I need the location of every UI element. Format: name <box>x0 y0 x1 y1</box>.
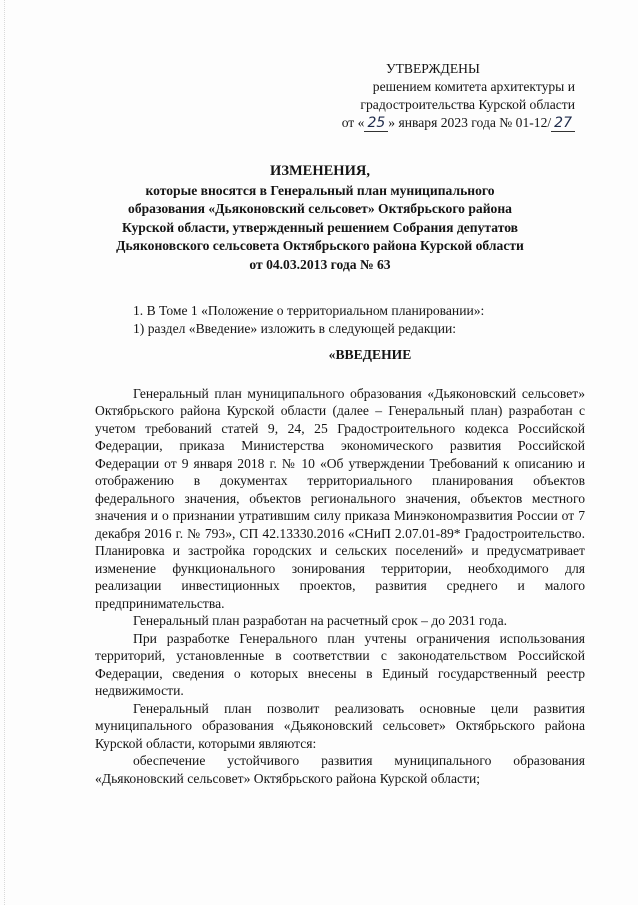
paragraph-2: Генеральный план разработан на расчетный срок – до 2031 года. <box>133 613 508 628</box>
paragraph-1: Генеральный план муниципального образования «Дьяконовский сельсовет» Октябрьского района Курской области (далее – Генеральный план) разработан с учетом требований статей 9, 24, 25 Градостроительного кодекса Российской Федерации, приказа Министерства экономического развития Российской Федерации от 9 января 2018 г. № 10 «Об утверждении Требований к описанию и отображению в документах территориального планирования объектов федерального значения, объектов регионального значения, объектов местного значения и о признании утратившим силу приказа Минэкономразвития России от 7 декабря 2016 г. № 793», СП 42.13330.2016 «СНиП 2.07.01-89* Градостроительство. Планировка и застройка городских и сельских поселений» и предусматривает изменение функционального зонирования территории, необходимого для реализации инвестиционных проектов, развития среднего и малого предпринимательства. <box>95 385 585 611</box>
title-line: Курской области, утвержденный решением Собрания депутатов <box>121 219 519 235</box>
approval-title: УТВЕРЖДЕНЫ <box>386 61 480 76</box>
section-heading: «ВВЕДЕНИЕ <box>328 347 412 362</box>
approval-date-prefix: от « <box>341 115 365 130</box>
paragraph-5: обеспечение устойчивого развития муниципального образования «Дьяконовский сельсовет» Октябрьского района Курской области; <box>95 753 585 786</box>
title-main: ИЗМЕНЕНИЯ, <box>270 163 370 179</box>
scan-edge <box>4 0 6 905</box>
approval-date-line <box>300 114 575 132</box>
item-1: 1. В Томе 1 «Положение о территориальном планировании»: <box>133 303 485 318</box>
document-title <box>85 162 555 275</box>
handwritten-day: 25 <box>364 116 388 132</box>
document-body <box>95 302 585 787</box>
paragraph-4: Генеральный план позволит реализовать основные цели развития муниципального образования «Дьяконовский сельсовет» Октябрьского района Курской области, которыми являются: <box>95 700 585 751</box>
title-line: образования «Дьяконовский сельсовет» Октябрьского района <box>128 201 512 217</box>
title-line: от 04.03.2013 года № 63 <box>249 256 391 272</box>
title-line: Дьяконовского сельсовета Октябрьского района Курской области <box>116 238 524 254</box>
handwritten-number: 27 <box>551 116 575 132</box>
paragraph-3: При разработке Генерального план учтены ограничения использования территорий, установленные в соответствии с законодательством Российской Федерации, сведения о которых внесены в Единый государственный реестр недвижимости. <box>95 630 585 698</box>
approval-line-2: градостроительства Курской области <box>360 97 575 112</box>
approval-line-1: решением комитета архитектуры и <box>372 79 575 94</box>
item-1-sub: 1) раздел «Введение» изложить в следующей редакции: <box>133 320 457 336</box>
approval-stamp <box>300 60 575 132</box>
approval-date-middle: » января 2023 года № 01-12/ <box>388 115 552 130</box>
title-line: которые вносятся в Генеральный план муниципального <box>145 182 495 198</box>
